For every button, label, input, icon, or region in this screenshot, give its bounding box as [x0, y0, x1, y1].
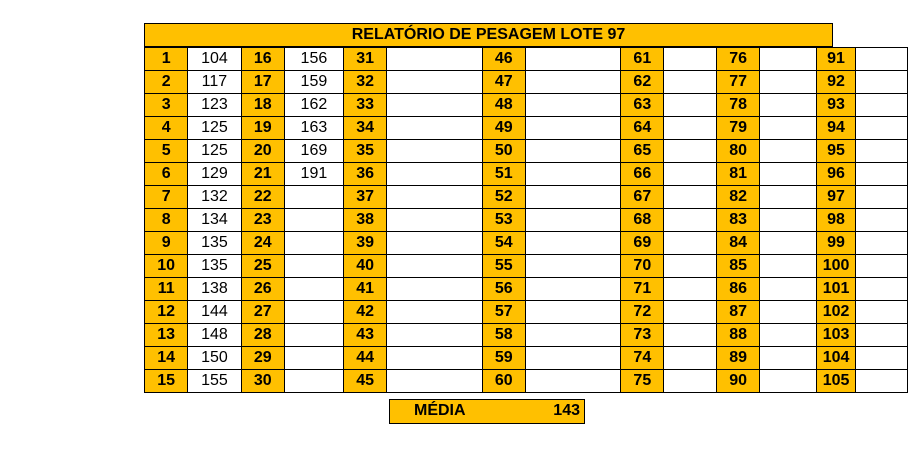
weight-cell: 155 — [188, 370, 241, 393]
weight-cell — [760, 370, 816, 393]
animal-number-cell: 30 — [241, 370, 284, 393]
weight-cell: 135 — [188, 255, 241, 278]
animal-number-cell: 64 — [621, 117, 664, 140]
average-label: MÉDIA — [414, 402, 466, 419]
weight-cell — [760, 140, 816, 163]
weight-cell — [525, 301, 620, 324]
animal-number-cell: 19 — [241, 117, 284, 140]
table-row — [145, 186, 908, 209]
animal-number-cell: 62 — [621, 71, 664, 94]
table-row — [145, 71, 908, 94]
weight-cell — [387, 347, 482, 370]
animal-number-cell: 90 — [717, 370, 760, 393]
animal-number-cell: 75 — [621, 370, 664, 393]
weight-cell — [664, 370, 717, 393]
weight-cell — [760, 278, 816, 301]
animal-number-cell: 68 — [621, 209, 664, 232]
weight-cell — [760, 94, 816, 117]
weight-cell: 125 — [188, 117, 241, 140]
animal-number-cell: 29 — [241, 347, 284, 370]
animal-number-cell: 41 — [343, 278, 386, 301]
weight-cell — [664, 255, 717, 278]
animal-number-cell: 35 — [343, 140, 386, 163]
table-row — [145, 232, 908, 255]
weight-cell — [664, 278, 717, 301]
animal-number-cell: 31 — [343, 48, 386, 71]
weight-cell — [664, 232, 717, 255]
weight-cell — [284, 347, 343, 370]
weight-cell — [856, 163, 908, 186]
table-row — [145, 278, 908, 301]
weight-cell — [664, 48, 717, 71]
weight-cell — [664, 117, 717, 140]
weight-cell — [284, 232, 343, 255]
animal-number-cell: 36 — [343, 163, 386, 186]
animal-number-cell: 97 — [816, 186, 856, 209]
average-value: 143 — [553, 402, 580, 419]
weight-cell — [387, 140, 482, 163]
animal-number-cell: 60 — [482, 370, 525, 393]
weight-cell: 163 — [284, 117, 343, 140]
weight-cell — [856, 117, 908, 140]
weight-cell — [387, 301, 482, 324]
animal-number-cell: 85 — [717, 255, 760, 278]
animal-number-cell: 79 — [717, 117, 760, 140]
animal-number-cell: 65 — [621, 140, 664, 163]
table-row — [145, 370, 908, 393]
weight-cell — [525, 48, 620, 71]
animal-number-cell: 61 — [621, 48, 664, 71]
weight-cell — [387, 117, 482, 140]
weight-cell — [284, 324, 343, 347]
table-row — [145, 140, 908, 163]
animal-number-cell: 67 — [621, 186, 664, 209]
animal-number-cell: 28 — [241, 324, 284, 347]
animal-number-cell: 15 — [145, 370, 188, 393]
animal-number-cell: 76 — [717, 48, 760, 71]
weight-cell — [760, 117, 816, 140]
weight-cell — [760, 186, 816, 209]
animal-number-cell: 95 — [816, 140, 856, 163]
weight-cell — [284, 370, 343, 393]
animal-number-cell: 1 — [145, 48, 188, 71]
weight-cell — [525, 370, 620, 393]
animal-number-cell: 6 — [145, 163, 188, 186]
weight-cell: 159 — [284, 71, 343, 94]
weight-cell — [387, 186, 482, 209]
animal-number-cell: 104 — [816, 347, 856, 370]
animal-number-cell: 69 — [621, 232, 664, 255]
animal-number-cell: 20 — [241, 140, 284, 163]
weight-cell: 104 — [188, 48, 241, 71]
weights-table — [144, 47, 908, 393]
weight-cell — [760, 324, 816, 347]
animal-number-cell: 88 — [717, 324, 760, 347]
animal-number-cell: 81 — [717, 163, 760, 186]
weight-cell — [525, 71, 620, 94]
weight-cell: 129 — [188, 163, 241, 186]
animal-number-cell: 59 — [482, 347, 525, 370]
report-title: RELATÓRIO DE PESAGEM LOTE 97 — [144, 23, 833, 47]
animal-number-cell: 100 — [816, 255, 856, 278]
weight-cell — [525, 255, 620, 278]
weight-cell — [664, 71, 717, 94]
animal-number-cell: 25 — [241, 255, 284, 278]
weight-cell — [387, 324, 482, 347]
animal-number-cell: 47 — [482, 71, 525, 94]
animal-number-cell: 54 — [482, 232, 525, 255]
animal-number-cell: 53 — [482, 209, 525, 232]
table-row — [145, 301, 908, 324]
animal-number-cell: 52 — [482, 186, 525, 209]
weight-cell — [856, 255, 908, 278]
weight-cell: 148 — [188, 324, 241, 347]
animal-number-cell: 86 — [717, 278, 760, 301]
animal-number-cell: 42 — [343, 301, 386, 324]
weight-cell: 150 — [188, 347, 241, 370]
animal-number-cell: 2 — [145, 71, 188, 94]
animal-number-cell: 3 — [145, 94, 188, 117]
animal-number-cell: 7 — [145, 186, 188, 209]
weight-cell — [387, 48, 482, 71]
weight-cell — [387, 278, 482, 301]
weight-cell — [387, 255, 482, 278]
animal-number-cell: 66 — [621, 163, 664, 186]
weight-cell — [760, 71, 816, 94]
weight-cell — [856, 278, 908, 301]
animal-number-cell: 83 — [717, 209, 760, 232]
weight-cell — [284, 278, 343, 301]
weight-cell — [525, 347, 620, 370]
animal-number-cell: 18 — [241, 94, 284, 117]
animal-number-cell: 11 — [145, 278, 188, 301]
weight-cell — [525, 163, 620, 186]
animal-number-cell: 9 — [145, 232, 188, 255]
weight-cell — [664, 163, 717, 186]
table-row — [145, 163, 908, 186]
animal-number-cell: 16 — [241, 48, 284, 71]
weight-cell — [664, 347, 717, 370]
table-row — [145, 48, 908, 71]
weight-cell — [760, 48, 816, 71]
animal-number-cell: 13 — [145, 324, 188, 347]
weight-cell — [856, 370, 908, 393]
weight-cell: 169 — [284, 140, 343, 163]
animal-number-cell: 72 — [621, 301, 664, 324]
average-box — [389, 399, 585, 424]
animal-number-cell: 45 — [343, 370, 386, 393]
animal-number-cell: 82 — [717, 186, 760, 209]
animal-number-cell: 24 — [241, 232, 284, 255]
animal-number-cell: 10 — [145, 255, 188, 278]
weight-cell — [525, 94, 620, 117]
weight-cell — [856, 48, 908, 71]
weight-cell — [525, 278, 620, 301]
weight-cell — [856, 347, 908, 370]
animal-number-cell: 21 — [241, 163, 284, 186]
animal-number-cell: 101 — [816, 278, 856, 301]
animal-number-cell: 93 — [816, 94, 856, 117]
weight-cell — [664, 94, 717, 117]
animal-number-cell: 22 — [241, 186, 284, 209]
weight-cell — [387, 232, 482, 255]
animal-number-cell: 14 — [145, 347, 188, 370]
weight-cell: 138 — [188, 278, 241, 301]
weight-cell — [760, 209, 816, 232]
animal-number-cell: 55 — [482, 255, 525, 278]
table-row — [145, 324, 908, 347]
weight-cell — [387, 163, 482, 186]
weight-cell — [856, 324, 908, 347]
weight-cell — [856, 71, 908, 94]
animal-number-cell: 27 — [241, 301, 284, 324]
weight-cell — [284, 301, 343, 324]
animal-number-cell: 84 — [717, 232, 760, 255]
animal-number-cell: 74 — [621, 347, 664, 370]
weight-cell — [525, 140, 620, 163]
weight-cell — [856, 140, 908, 163]
animal-number-cell: 23 — [241, 209, 284, 232]
animal-number-cell: 39 — [343, 232, 386, 255]
weight-cell — [525, 186, 620, 209]
animal-number-cell: 37 — [343, 186, 386, 209]
weight-cell — [525, 117, 620, 140]
animal-number-cell: 34 — [343, 117, 386, 140]
animal-number-cell: 98 — [816, 209, 856, 232]
weight-cell — [387, 71, 482, 94]
animal-number-cell: 96 — [816, 163, 856, 186]
weight-cell — [284, 209, 343, 232]
weight-cell — [856, 94, 908, 117]
animal-number-cell: 12 — [145, 301, 188, 324]
weight-cell: 125 — [188, 140, 241, 163]
animal-number-cell: 5 — [145, 140, 188, 163]
animal-number-cell: 56 — [482, 278, 525, 301]
animal-number-cell: 57 — [482, 301, 525, 324]
animal-number-cell: 48 — [482, 94, 525, 117]
animal-number-cell: 99 — [816, 232, 856, 255]
weight-cell — [284, 186, 343, 209]
weight-cell — [284, 255, 343, 278]
animal-number-cell: 73 — [621, 324, 664, 347]
animal-number-cell: 46 — [482, 48, 525, 71]
weight-cell — [664, 186, 717, 209]
animal-number-cell: 32 — [343, 71, 386, 94]
weight-cell — [760, 301, 816, 324]
weight-cell: 135 — [188, 232, 241, 255]
table-row — [145, 347, 908, 370]
weight-cell — [760, 255, 816, 278]
weight-cell — [664, 209, 717, 232]
weight-cell — [760, 232, 816, 255]
weight-cell: 156 — [284, 48, 343, 71]
weight-cell — [387, 94, 482, 117]
animal-number-cell: 89 — [717, 347, 760, 370]
animal-number-cell: 80 — [717, 140, 760, 163]
table-row — [145, 209, 908, 232]
weight-cell: 144 — [188, 301, 241, 324]
animal-number-cell: 49 — [482, 117, 525, 140]
weight-cell — [664, 324, 717, 347]
animal-number-cell: 78 — [717, 94, 760, 117]
animal-number-cell: 58 — [482, 324, 525, 347]
animal-number-cell: 44 — [343, 347, 386, 370]
animal-number-cell: 51 — [482, 163, 525, 186]
weight-cell — [664, 301, 717, 324]
weight-cell — [856, 209, 908, 232]
weight-cell: 134 — [188, 209, 241, 232]
weight-cell: 117 — [188, 71, 241, 94]
weight-cell — [856, 232, 908, 255]
animal-number-cell: 105 — [816, 370, 856, 393]
animal-number-cell: 40 — [343, 255, 386, 278]
animal-number-cell: 77 — [717, 71, 760, 94]
weight-cell — [760, 347, 816, 370]
animal-number-cell: 33 — [343, 94, 386, 117]
animal-number-cell: 63 — [621, 94, 664, 117]
animal-number-cell: 26 — [241, 278, 284, 301]
weight-cell: 191 — [284, 163, 343, 186]
animal-number-cell: 103 — [816, 324, 856, 347]
animal-number-cell: 91 — [816, 48, 856, 71]
weight-cell: 123 — [188, 94, 241, 117]
weight-cell — [664, 140, 717, 163]
weight-cell — [856, 186, 908, 209]
table-row — [145, 255, 908, 278]
table-row — [145, 94, 908, 117]
animal-number-cell: 17 — [241, 71, 284, 94]
weight-cell — [856, 301, 908, 324]
animal-number-cell: 92 — [816, 71, 856, 94]
animal-number-cell: 8 — [145, 209, 188, 232]
weight-cell — [387, 209, 482, 232]
weight-cell — [387, 370, 482, 393]
animal-number-cell: 38 — [343, 209, 386, 232]
animal-number-cell: 71 — [621, 278, 664, 301]
weight-cell — [525, 232, 620, 255]
animal-number-cell: 4 — [145, 117, 188, 140]
animal-number-cell: 43 — [343, 324, 386, 347]
animal-number-cell: 102 — [816, 301, 856, 324]
weight-cell — [525, 209, 620, 232]
animal-number-cell: 87 — [717, 301, 760, 324]
table-row — [145, 117, 908, 140]
animal-number-cell: 50 — [482, 140, 525, 163]
weight-cell — [525, 324, 620, 347]
animal-number-cell: 94 — [816, 117, 856, 140]
weight-cell: 132 — [188, 186, 241, 209]
weight-cell: 162 — [284, 94, 343, 117]
animal-number-cell: 70 — [621, 255, 664, 278]
weight-cell — [760, 163, 816, 186]
